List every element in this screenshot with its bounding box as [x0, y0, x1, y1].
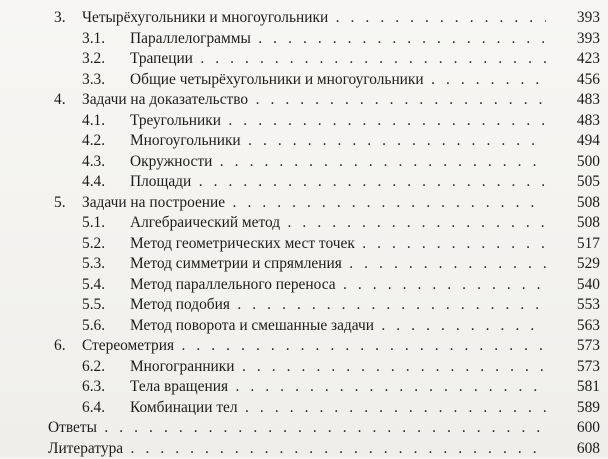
toc-entry-number: 4.3. [82, 152, 105, 173]
toc-entry-title: Метод подобия . . . [130, 295, 546, 316]
toc-entry-page: 393 [556, 29, 600, 50]
toc-entry-section-5-3 [0, 254, 600, 275]
toc-entry-page: 505 [556, 172, 600, 193]
toc-entry-page: 529 [556, 254, 600, 275]
toc-entry-section-4-4 [0, 172, 600, 193]
toc-entry-title: Метод поворота и смешанные задачи . . . [130, 316, 546, 337]
toc-entry-page: 500 [556, 152, 600, 173]
toc-entry-number: 6.2. [82, 357, 105, 378]
toc-entry-page: 508 [556, 193, 600, 214]
toc-entry-title: Многоугольники . . . [130, 131, 546, 152]
toc-entry-number: 5.6. [82, 316, 105, 337]
toc-entry-page: 517 [556, 234, 600, 255]
toc-entry-title: Площади . . . [130, 172, 546, 193]
toc-entry-chapter-4 [0, 90, 600, 111]
toc-entry-section-5-1 [0, 213, 600, 234]
toc-entry-section-3-2 [0, 49, 600, 70]
toc-entry-literature [0, 439, 600, 459]
toc-entry-page: 563 [556, 316, 600, 337]
toc-entry-section-5-4 [0, 275, 600, 296]
toc-entry-page: 608 [556, 439, 600, 459]
toc-entry-answers [0, 418, 600, 439]
toc-entry-title: Четырёхугольники и многоугольники . . . [82, 8, 546, 29]
toc-entry-number: 4. [54, 90, 66, 111]
toc-entry-number: 3.1. [82, 29, 105, 50]
toc-entry-section-3-3 [0, 70, 600, 91]
toc-entry-section-5-5 [0, 295, 600, 316]
toc-entry-title: Метод геометрических мест точек . . . [130, 234, 546, 255]
toc-entry-number: 6.4. [82, 398, 105, 419]
toc-entry-title: Метод параллельного переноса . . . [130, 275, 546, 296]
toc-entry-section-5-6 [0, 316, 600, 337]
toc-entry-title: Треугольники . . . [130, 111, 546, 132]
toc-entry-page: 508 [556, 213, 600, 234]
toc-entry-title: Комбинации тел . . . [130, 398, 546, 419]
toc-entry-title: Параллелограммы . . . [130, 29, 546, 50]
toc-entry-title: Задачи на построение . . . [82, 193, 546, 214]
toc-entry-title: Алгебраический метод . . . [130, 213, 546, 234]
toc-entry-title: Тела вращения . . . [130, 377, 546, 398]
toc-entry-section-5-2 [0, 234, 600, 255]
toc-entry-title: Многогранники . . . [130, 357, 546, 378]
toc-entry-title: Окружности . . . [130, 152, 546, 173]
toc-entry-page: 483 [556, 90, 600, 111]
toc-entry-page: 423 [556, 49, 600, 70]
toc-entry-number: 4.4. [82, 172, 105, 193]
toc-entry-chapter-5 [0, 193, 600, 214]
toc-entry-page: 456 [556, 70, 600, 91]
toc-entry-number: 5.3. [82, 254, 105, 275]
toc-entry-title: Общие четырёхугольники и многоугольники . . . [130, 70, 546, 91]
toc-entry-page: 581 [556, 377, 600, 398]
toc-entry-page: 573 [556, 357, 600, 378]
toc-entry-section-4-2 [0, 131, 600, 152]
toc-entry-page: 553 [556, 295, 600, 316]
toc-entry-title: Метод симметрии и спрямления . . . [130, 254, 546, 275]
toc-entry-number: 4.2. [82, 131, 105, 152]
toc-entry-section-6-2 [0, 357, 600, 378]
toc-entry-page: 589 [556, 398, 600, 419]
toc-entry-page: 540 [556, 275, 600, 296]
toc-entry-number: 3.2. [82, 49, 105, 70]
table-of-contents [0, 8, 600, 459]
toc-entry-page: 393 [556, 8, 600, 29]
toc-entry-title: Задачи на доказательство . . . [82, 90, 546, 111]
toc-entry-chapter-6 [0, 336, 600, 357]
toc-entry-page: 573 [556, 336, 600, 357]
toc-entry-number: 5.4. [82, 275, 105, 296]
toc-entry-title: Ответы . . . [48, 418, 546, 439]
toc-entry-number: 3.3. [82, 70, 105, 91]
toc-entry-number: 5.5. [82, 295, 105, 316]
toc-entry-number: 4.1. [82, 111, 105, 132]
toc-entry-section-6-4 [0, 398, 600, 419]
toc-entry-section-4-1 [0, 111, 600, 132]
toc-entry-page: 600 [556, 418, 600, 439]
toc-entry-number: 6. [54, 336, 66, 357]
toc-entry-title: Трапеции . . . [130, 49, 546, 70]
toc-entry-section-3-1 [0, 29, 600, 50]
toc-entry-number: 6.3. [82, 377, 105, 398]
toc-entry-page: 483 [556, 111, 600, 132]
toc-entry-title: Литература . . . [48, 439, 546, 459]
toc-entry-title: Стереометрия . . . [82, 336, 546, 357]
toc-entry-section-4-3 [0, 152, 600, 173]
toc-entry-number: 5. [54, 193, 66, 214]
toc-entry-number: 5.2. [82, 234, 105, 255]
toc-entry-number: 5.1. [82, 213, 105, 234]
toc-entry-chapter-3 [0, 8, 600, 29]
toc-entry-number: 3. [54, 8, 66, 29]
toc-entry-section-6-3 [0, 377, 600, 398]
toc-entry-page: 494 [556, 131, 600, 152]
